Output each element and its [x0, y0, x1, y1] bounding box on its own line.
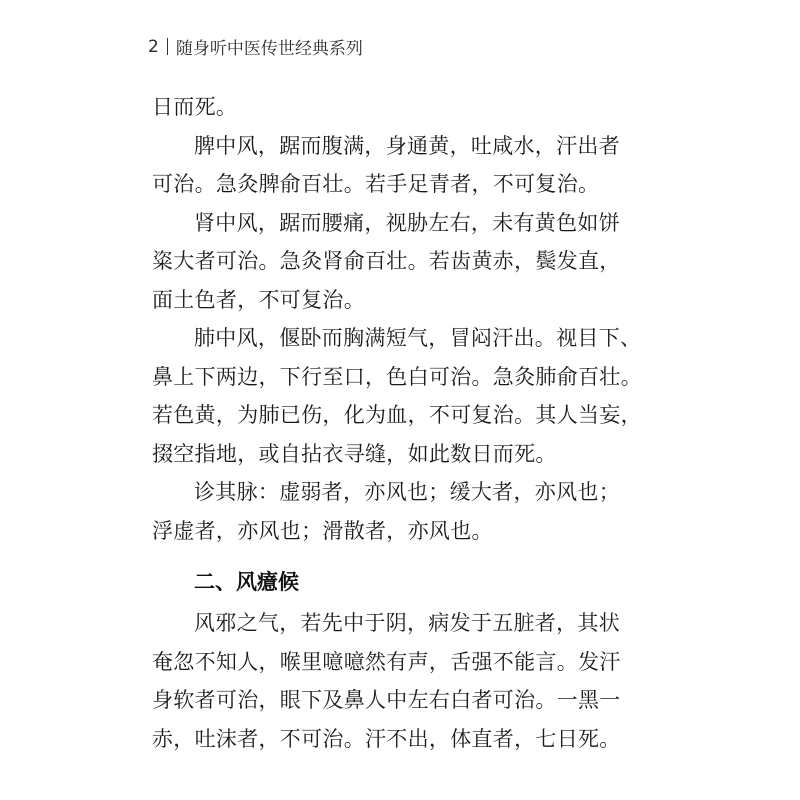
paragraph-line: 浮虚者，亦风也；滑散者，亦风也。 [152, 518, 493, 543]
section-heading: 二、风癔候 [194, 570, 299, 594]
paragraph-line: 可治。急灸脾俞百壮。若手足青者，不可复治。 [152, 172, 600, 196]
paragraph-line: 风邪之气，若先中于阴，病发于五脏者，其状 [194, 611, 620, 635]
paragraph-line: 粢大者可治。急灸肾俞百壮。若齿黄赤，鬓发直， [152, 249, 621, 273]
paragraph-line: 肺中风，偃卧而胸满短气，冒闷汗出。视目下、 [194, 326, 642, 350]
page-number: 2 [148, 36, 159, 57]
paragraph-line: 赤，吐沫者，不可治。汗不出，体直者，七日死。 [152, 726, 621, 751]
paragraph-line: 脾中风，踞而腹满，身通黄，吐咸水，汗出者 [194, 133, 620, 158]
running-head [148, 34, 363, 59]
paragraph-line: 面土色者，不可复治。 [152, 287, 365, 312]
series-title: 随身听中医传世经典系列 [175, 39, 363, 59]
paragraph-line: 鼻上下两边，下行至口，色白可治。急灸肺俞百壮。 [152, 364, 642, 389]
paragraph-line: 掇空指地，或自拈衣寻缝，如此数日而死。 [152, 441, 557, 466]
paragraph-line: 肾中风，踞而腰痛，视胁左右，未有黄色如饼 [194, 210, 620, 235]
paragraph-line: 身软者可治，眼下及鼻人中左右白者可治。一黑一 [152, 688, 621, 712]
paragraph-line: 日而死。 [152, 95, 238, 119]
body-text [152, 88, 652, 758]
paragraph-line: 奄忽不知人，喉里噫噫然有声，舌强不能言。发汗 [152, 649, 621, 674]
header-divider [167, 38, 168, 55]
paragraph-line: 诊其脉：虚弱者，亦风也；缓大者，亦风也； [194, 480, 620, 504]
paragraph-line: 若色黄，为肺已伤，化为血，不可复治。其人当妄， [152, 403, 642, 427]
